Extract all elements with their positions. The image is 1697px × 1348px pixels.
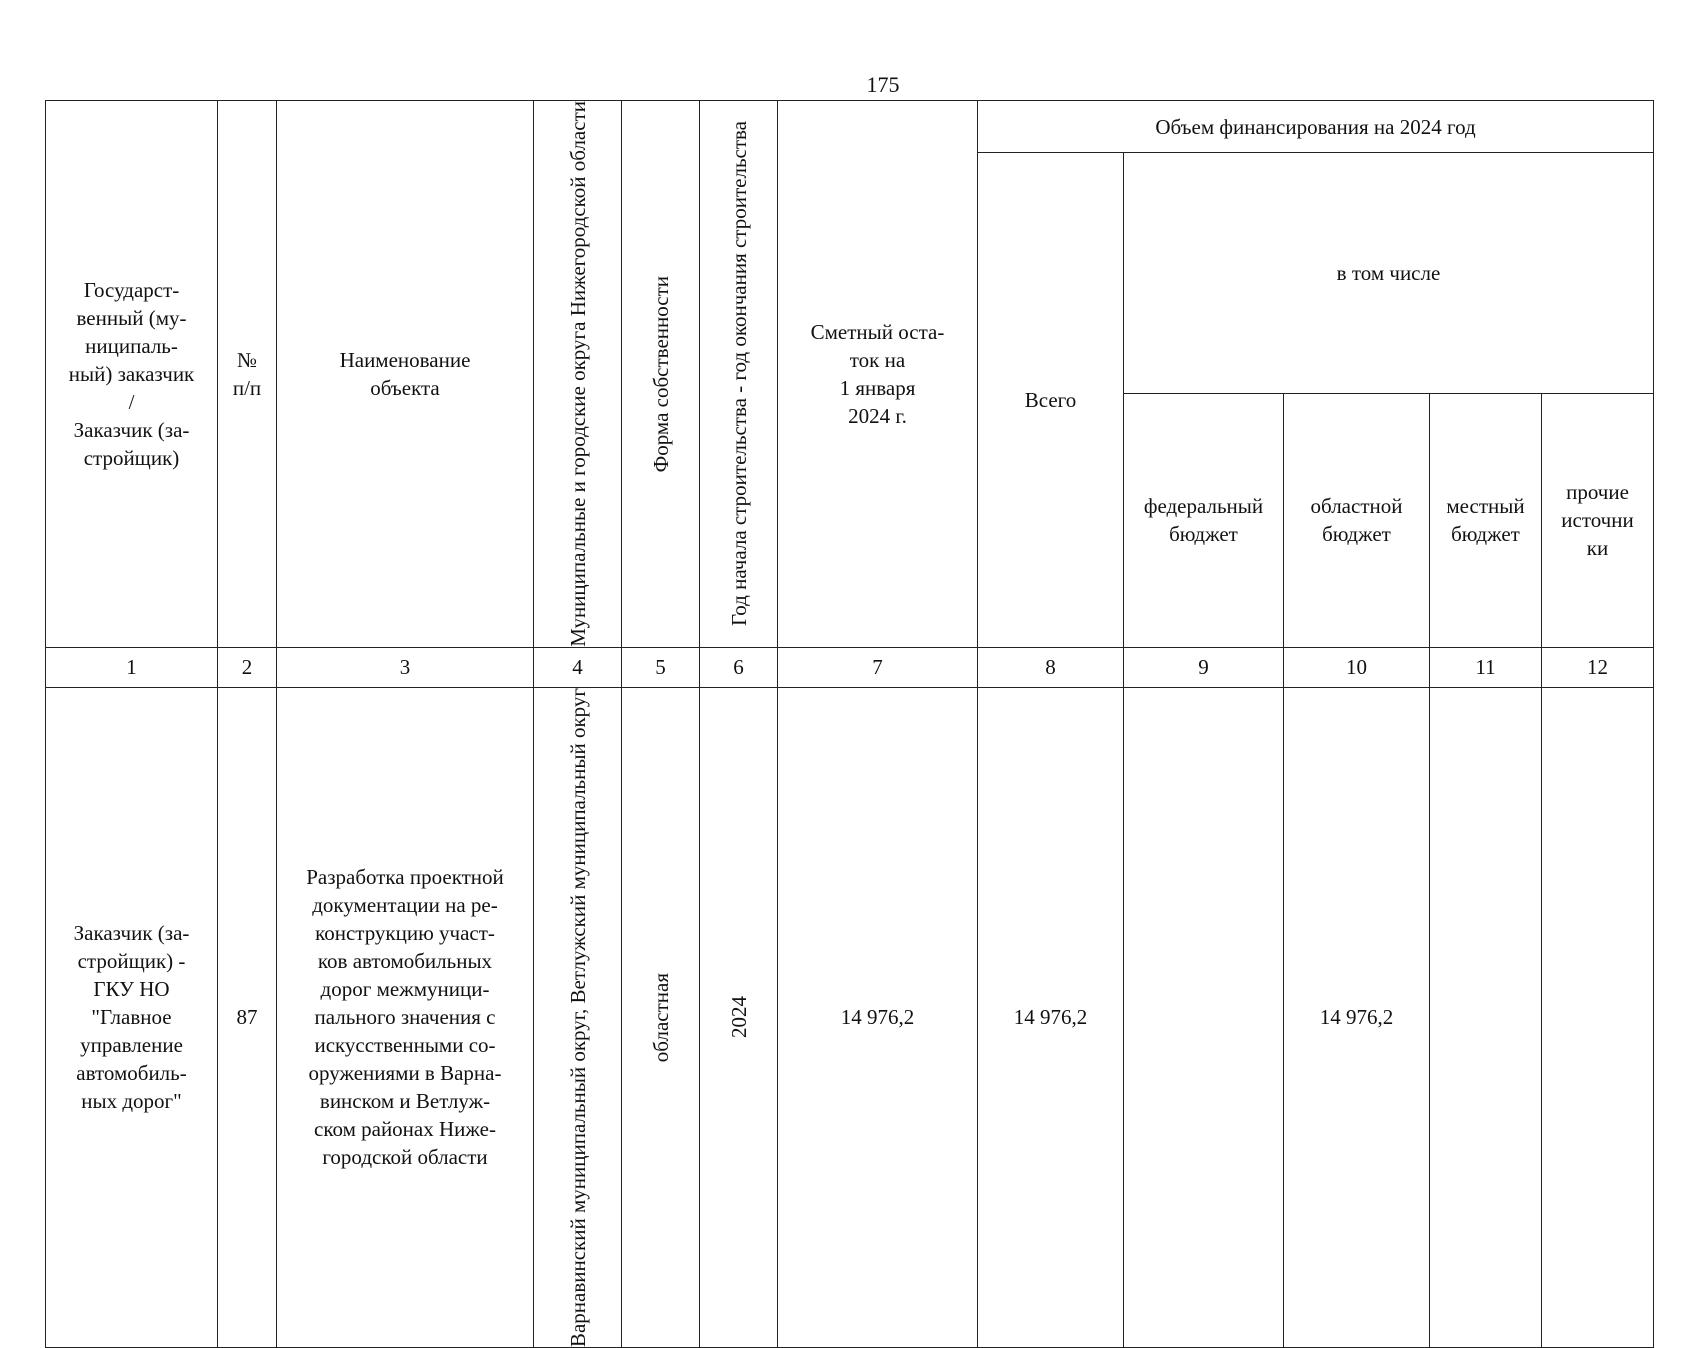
header-years: Год начала строительства - год окончания строительства	[700, 101, 778, 648]
cell-regional: 14 976,2	[1284, 687, 1430, 1347]
table-row	[46, 687, 1654, 1347]
column-number: 12	[1542, 647, 1654, 687]
header-estimate: Сметный оста- ток на 1 января 2024 г.	[778, 101, 978, 648]
cell-ownership: областная	[622, 687, 700, 1347]
column-number: 3	[277, 647, 534, 687]
column-number: 9	[1124, 647, 1284, 687]
header-including: в том числе	[1124, 153, 1654, 394]
header-other: прочие источни ки	[1542, 393, 1654, 647]
header-customer: Государст- венный (му- ниципаль- ный) заказчик / Заказчик (за- стройщик)	[46, 101, 218, 648]
column-number: 11	[1430, 647, 1542, 687]
column-number: 6	[700, 647, 778, 687]
cell-local	[1430, 687, 1542, 1347]
financing-table	[45, 100, 1654, 1348]
column-number: 4	[534, 647, 622, 687]
cell-federal	[1124, 687, 1284, 1347]
header-financing: Объем финансирования на 2024 год	[978, 101, 1654, 153]
header-local: местный бюджет	[1430, 393, 1542, 647]
cell-total: 14 976,2	[978, 687, 1124, 1347]
cell-estimate: 14 976,2	[778, 687, 978, 1347]
column-number: 5	[622, 647, 700, 687]
cell-municipalities: Варнавинский муниципальный округ, Ветлужский муниципальный округ	[534, 687, 622, 1347]
column-number: 7	[778, 647, 978, 687]
cell-other	[1542, 687, 1654, 1347]
header-federal: федеральный бюджет	[1124, 393, 1284, 647]
header-regional: областной бюджет	[1284, 393, 1430, 647]
cell-num: 87	[218, 687, 277, 1347]
cell-customer: Заказчик (за- стройщик) - ГКУ НО "Главное управление автомобиль- ных дорог"	[46, 687, 218, 1347]
column-numbers-row	[46, 647, 1654, 687]
cell-object-name: Разработка проектной документации на ре- конструкцию участ- ков автомобильных дорог межмуници- пального значения с искусственными со- оружениями в Варна- винском и Ветлуж- ском районах Ниже- городской области	[277, 687, 534, 1347]
column-number: 1	[46, 647, 218, 687]
header-num: № п/п	[218, 101, 277, 648]
header-total: Всего	[978, 153, 1124, 648]
column-number: 2	[218, 647, 277, 687]
header-object-name: Наименование объекта	[277, 101, 534, 648]
header-ownership: Форма собственности	[622, 101, 700, 648]
column-number: 8	[978, 647, 1124, 687]
column-number: 10	[1284, 647, 1430, 687]
page-number: 175	[866, 72, 900, 97]
header-municipalities: Муниципальные и городские округа Нижегородской области	[534, 101, 622, 648]
cell-years: 2024	[700, 687, 778, 1347]
